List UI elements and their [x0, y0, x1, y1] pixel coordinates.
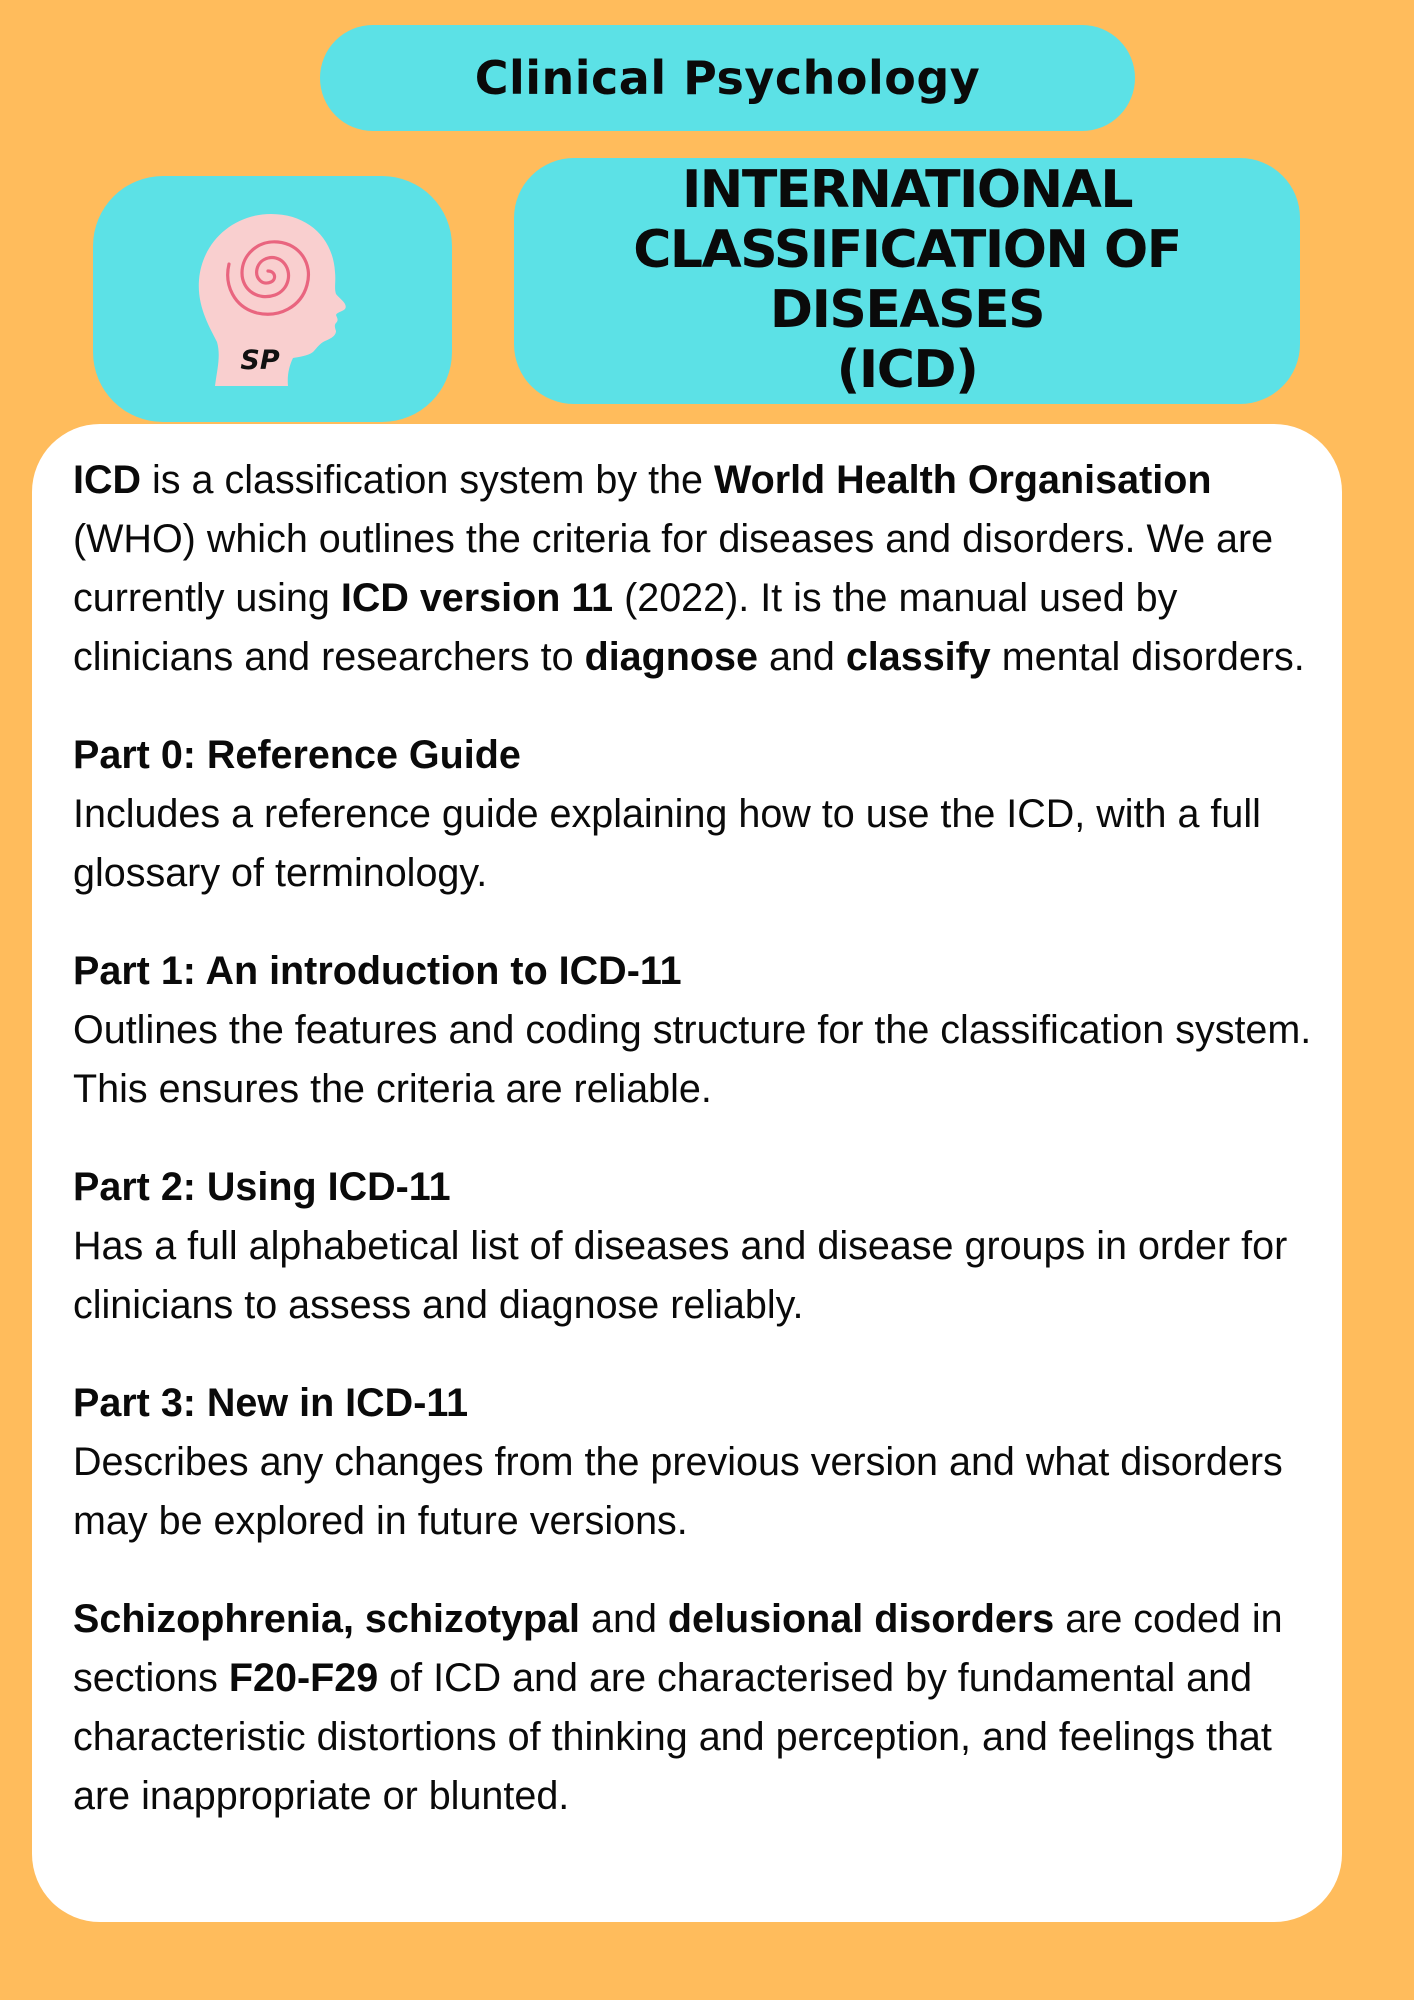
- closing-term-codes: F20-F29: [228, 1656, 379, 1700]
- closing-term-delusional: delusional disorders: [667, 1597, 1055, 1641]
- part-1-body: Outlines the features and coding structure for the classification system. This ensures the criteria are reliable.: [73, 1008, 1312, 1111]
- subject-title: Clinical Psychology: [474, 51, 981, 105]
- closing-paragraph: Schizophrenia, schizotypal and delusional disorders are coded in sections F20-F29 of ICD and are characterised by fundamental and characteristic distortions of thinking and perception, and feelings that are inappropriate or blunted.: [73, 1597, 1283, 1818]
- logo-card: [93, 176, 452, 422]
- page-title: INTERNATIONAL CLASSIFICATION OF DISEASES (ICD): [633, 160, 1181, 400]
- part-0-heading: Part 0: Reference Guide: [73, 733, 521, 777]
- closing-term-schizophrenia: Schizophrenia, schizotypal: [73, 1597, 581, 1641]
- part-2-heading: Part 2: Using ICD-11: [73, 1165, 451, 1209]
- intro-term-version: ICD version 11: [340, 576, 614, 620]
- intro-paragraph: ICD is a classification system by the World Health Organisation (WHO) which outlines the criteria for diseases and disorders. We are currently using ICD version 11 (2022). It is the manual used by clinicians and researchers to diagnose and classify mental disorders.: [73, 458, 1305, 679]
- head-spiral-logo-icon: [93, 176, 452, 422]
- intro-term-classify: classify: [845, 635, 991, 679]
- content-card: [32, 424, 1342, 1922]
- intro-term-icd: ICD: [73, 458, 142, 502]
- intro-term-diagnose: diagnose: [584, 635, 758, 679]
- part-2-body: Has a full alphabetical list of diseases and disease groups in order for clinicians to assess and diagnose reliably.: [73, 1224, 1288, 1327]
- title-card: [514, 158, 1300, 404]
- part-1-heading: Part 1: An introduction to ICD-11: [73, 949, 682, 993]
- subject-banner: [320, 25, 1135, 131]
- part-0-body: Includes a reference guide explaining how to use the ICD, with a full glossary of terminology.: [73, 792, 1261, 895]
- logo-initials: SP: [240, 345, 280, 376]
- part-3-body: Describes any changes from the previous version and what disorders may be explored in future versions.: [73, 1440, 1283, 1543]
- intro-term-who: World Health Organisation: [714, 458, 1212, 502]
- part-3-heading: Part 3: New in ICD-11: [73, 1381, 469, 1425]
